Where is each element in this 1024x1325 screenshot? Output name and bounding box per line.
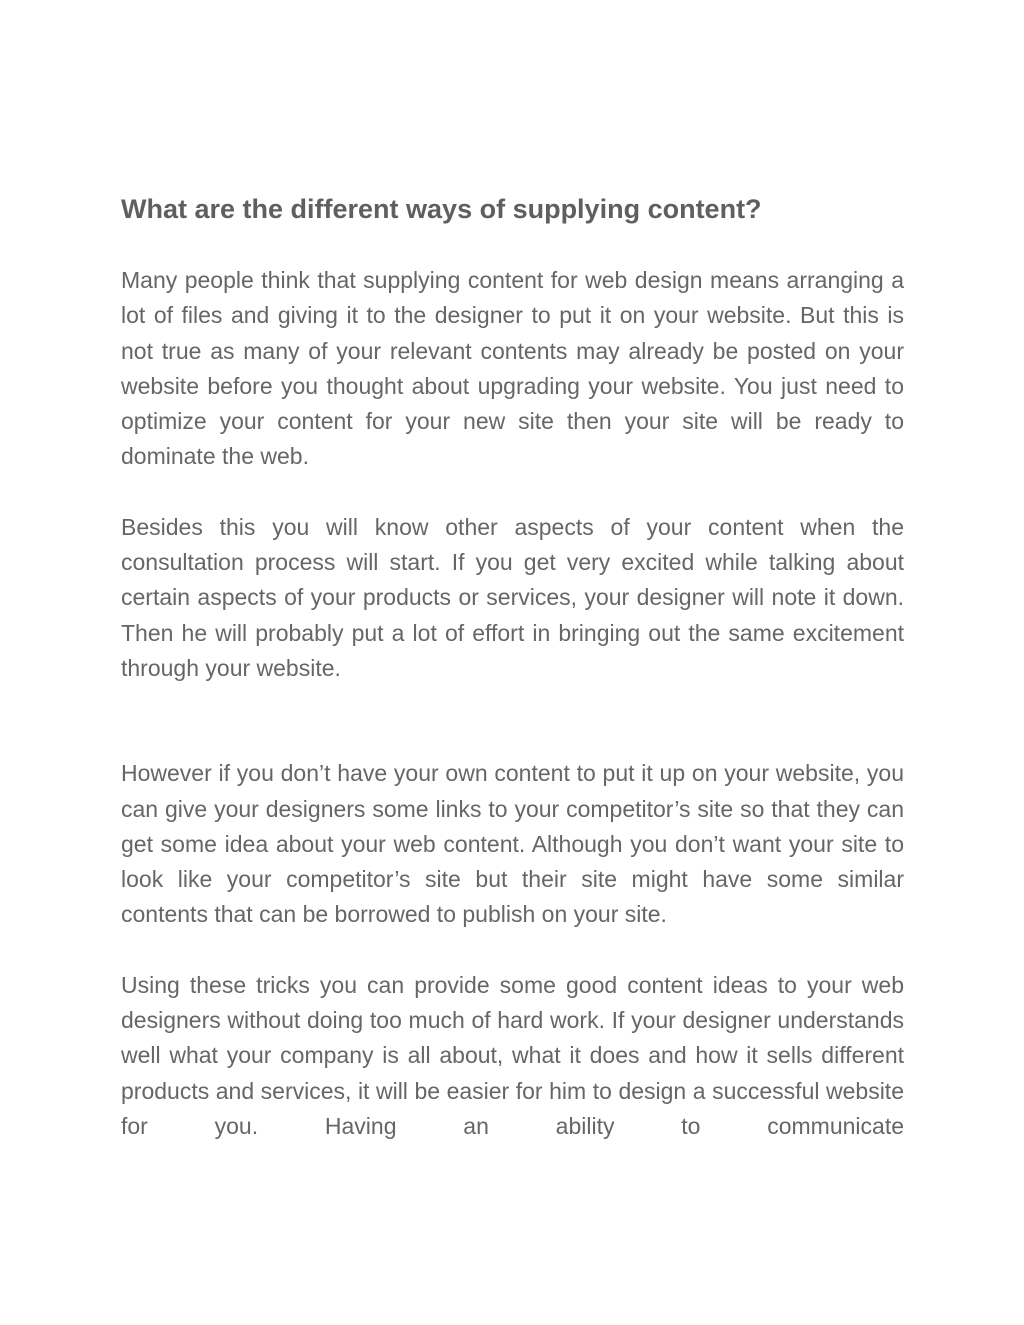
document-page — [121, 190, 904, 1144]
paragraph-competitor-links: However if you don’t have your own content to put it up on your website, you can give your designers some links to your competitor’s site so that they can get some idea about your web content. Although you don’t want your site to look like your competitor’s site but their site might have some similar contents that can be borrowed to publish on your site. — [121, 760, 904, 928]
document-heading: What are the different ways of supplying content? — [121, 194, 762, 224]
paragraph-using-tricks: Using these tricks you can provide some good content ideas to your web designers without doing too much of hard work. If your designer understands well what your company is all about, what it does and how it sells different products and services, it will be easier for him to design a successful website for you. Having an ability to communicate — [121, 971, 904, 1139]
paragraph-supplying-content: Many people think that supplying content for web design means arranging a lot of files and giving it to the designer to put it on your website. But this is not true as many of your relevant contents may already be posted on your website before you thought about upgrading your website. You just need to optimize your content for your new site then your site will be ready to dominate the web. — [121, 267, 904, 470]
paragraph-consultation: Besides this you will know other aspects of your content when the consultation process will start. If you get very excited while talking about certain aspects of your products or services, your designer will note it down. Then he will probably put a lot of effort in bringing out the same excitement through your website. — [121, 513, 904, 681]
